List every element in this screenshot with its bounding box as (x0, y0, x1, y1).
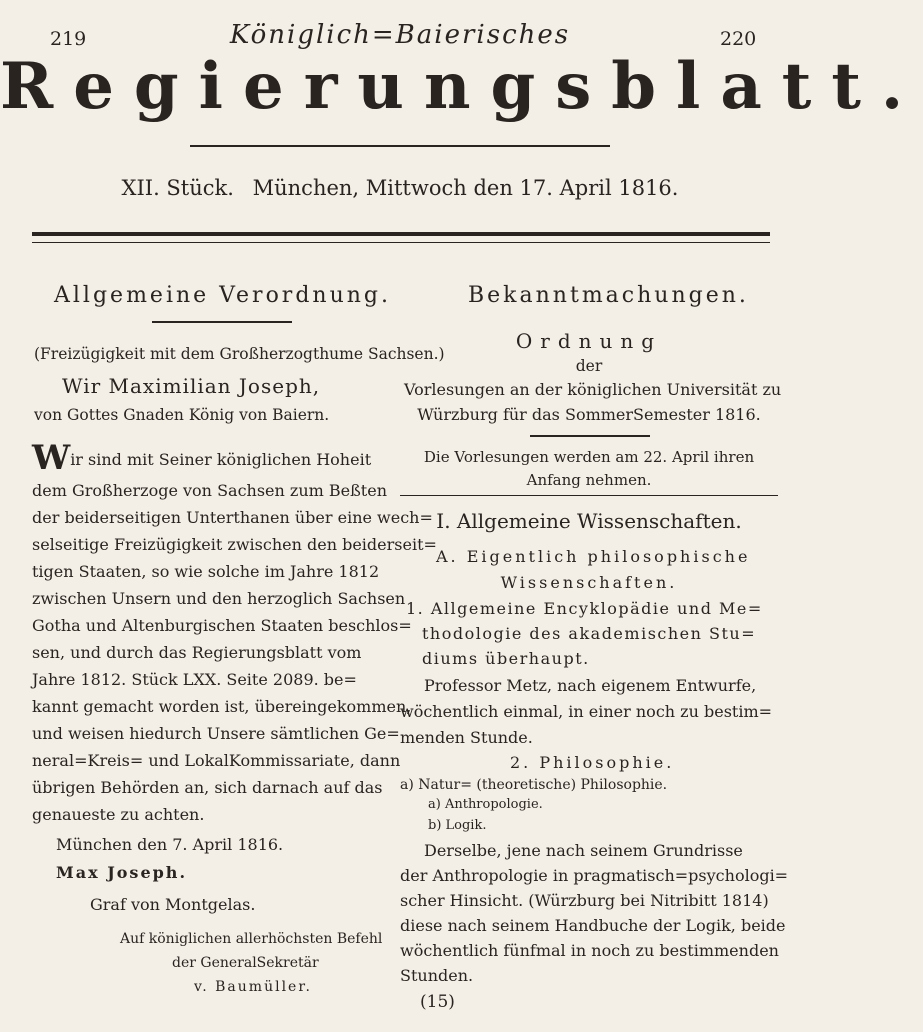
masthead-rule (190, 145, 610, 147)
derselbe-line: Stunden. (400, 966, 474, 985)
body-line: selseitige Freizügigkeit zwischen den beiderseit= (32, 535, 437, 554)
body-line: zwischen Unsern und den herzoglich Sachsen (32, 589, 406, 608)
body-line: Jahre 1812. Stück LXX. Seite 2089. be= (32, 670, 357, 689)
issue-line (0, 176, 800, 200)
order-line: der GeneralSekretär (172, 955, 319, 971)
lectures-line: Würzburg für das SommerSemester 1816. (417, 405, 761, 424)
announcements-heading: Bekanntmachungen. (468, 283, 749, 308)
page-number-left: 219 (50, 28, 87, 50)
derselbe-line: der Anthropologie in pragmatisch=psychologi= (400, 866, 789, 885)
drop-cap: W (32, 438, 71, 478)
body-line: der beiderseitigen Unterthanen über eine wech= (32, 508, 433, 527)
signature-mark: (15) (420, 992, 455, 1012)
derselbe-line: scher Hinsicht. (Würzburg bei Nitribitt 1814) (400, 891, 769, 910)
signature: Max Joseph. (56, 863, 188, 882)
notice-line: Die Vorlesungen werden am 22. April ihren (423, 448, 755, 466)
sub-beta-line: b) Logik. (428, 818, 487, 833)
thick-rule (32, 232, 770, 236)
order-line: Auf königlichen allerhöchsten Befehl (120, 931, 383, 947)
masthead-subtitle: Königlich=Baierisches (229, 20, 571, 50)
sub-alpha-line: a) Anthropologie. (428, 797, 543, 812)
metz-line: wöchentlich einmal, in einer noch zu bestim= (400, 702, 773, 721)
derselbe-line: diese nach seinem Handbuche der Logik, beide (400, 916, 786, 935)
item-1-line: diums überhaupt. (422, 649, 590, 668)
body-line: Gotha und Altenburgischen Staaten beschlos= (32, 616, 412, 635)
body-line: neral=Kreis= und LokalKommissariate, dann (32, 751, 401, 770)
ordinance-date: München den 7. April 1816. (56, 835, 284, 854)
item-1-line: 1. Allgemeine Encyklopädie und Me= (406, 599, 763, 618)
issue-number: XII. Stück. (121, 176, 234, 200)
derselbe-line: Derselbe, jene nach seinem Grundrisse (424, 841, 743, 860)
derselbe-line: wöchentlich fünfmal in noch zu bestimmenden (400, 941, 779, 960)
ordinance-heading: Allgemeine Verordnung. (54, 283, 391, 308)
masthead-title: Regierungsblatt. (0, 49, 923, 124)
body-line: tigen Staaten, so wie solche im Jahre 1812 (32, 562, 380, 581)
sovereign-name: Wir Maximilian Joseph, (62, 374, 321, 398)
body-line: übrigen Behörden an, sich darnach auf das (32, 778, 383, 797)
order-line: v. Baumüller. (194, 979, 312, 995)
ordnung-title: Ordnung (515, 329, 663, 353)
page-number-right: 220 (720, 28, 757, 50)
issue-place-date: München, Mittwoch den 17. April 1816. (252, 176, 679, 200)
section-I-heading: I. Allgemeine Wissenschaften. (436, 509, 742, 533)
item-2-heading: 2. Philosophie. (510, 753, 675, 772)
sub-a-line: a) Natur= (theoretische) Philosophie. (400, 777, 668, 793)
item-1-line: thodologie des akademischen Stu= (422, 624, 757, 643)
der-line: der (575, 357, 603, 375)
sovereign-title: von Gottes Gnaden König von Baiern. (34, 406, 330, 424)
divider-rule (400, 495, 778, 496)
body-line: genaueste zu achten. (32, 805, 205, 824)
heading-rule (152, 321, 292, 323)
lectures-line: Vorlesungen an der königlichen Universität zu (404, 380, 782, 399)
section-rule (530, 435, 650, 437)
section-A-line: Wissenschaften. (500, 573, 678, 592)
body-line: kannt gemacht worden ist, übereingekommen, (32, 697, 412, 716)
ordinance-subject: (Freizügigkeit mit dem Großherzogthume Sachsen.) (34, 345, 445, 363)
body-line: sen, und durch das Regierungsblatt vom (32, 643, 362, 662)
body-line-0: Wir sind mit Seiner königlichen Hoheit (32, 438, 372, 478)
thin-rule (32, 242, 770, 243)
metz-line: Professor Metz, nach eigenem Entwurfe, (424, 676, 757, 695)
metz-line: menden Stunde. (400, 728, 533, 747)
notice-line: Anfang nehmen. (526, 471, 652, 489)
body-line: und weisen hiedurch Unsere sämtlichen Ge= (32, 724, 400, 743)
body-line: dem Großherzoge von Sachsen zum Beßten (32, 481, 388, 500)
section-A-line: A. Eigentlich philosophische (436, 547, 751, 566)
countersign: Graf von Montgelas. (90, 895, 256, 914)
